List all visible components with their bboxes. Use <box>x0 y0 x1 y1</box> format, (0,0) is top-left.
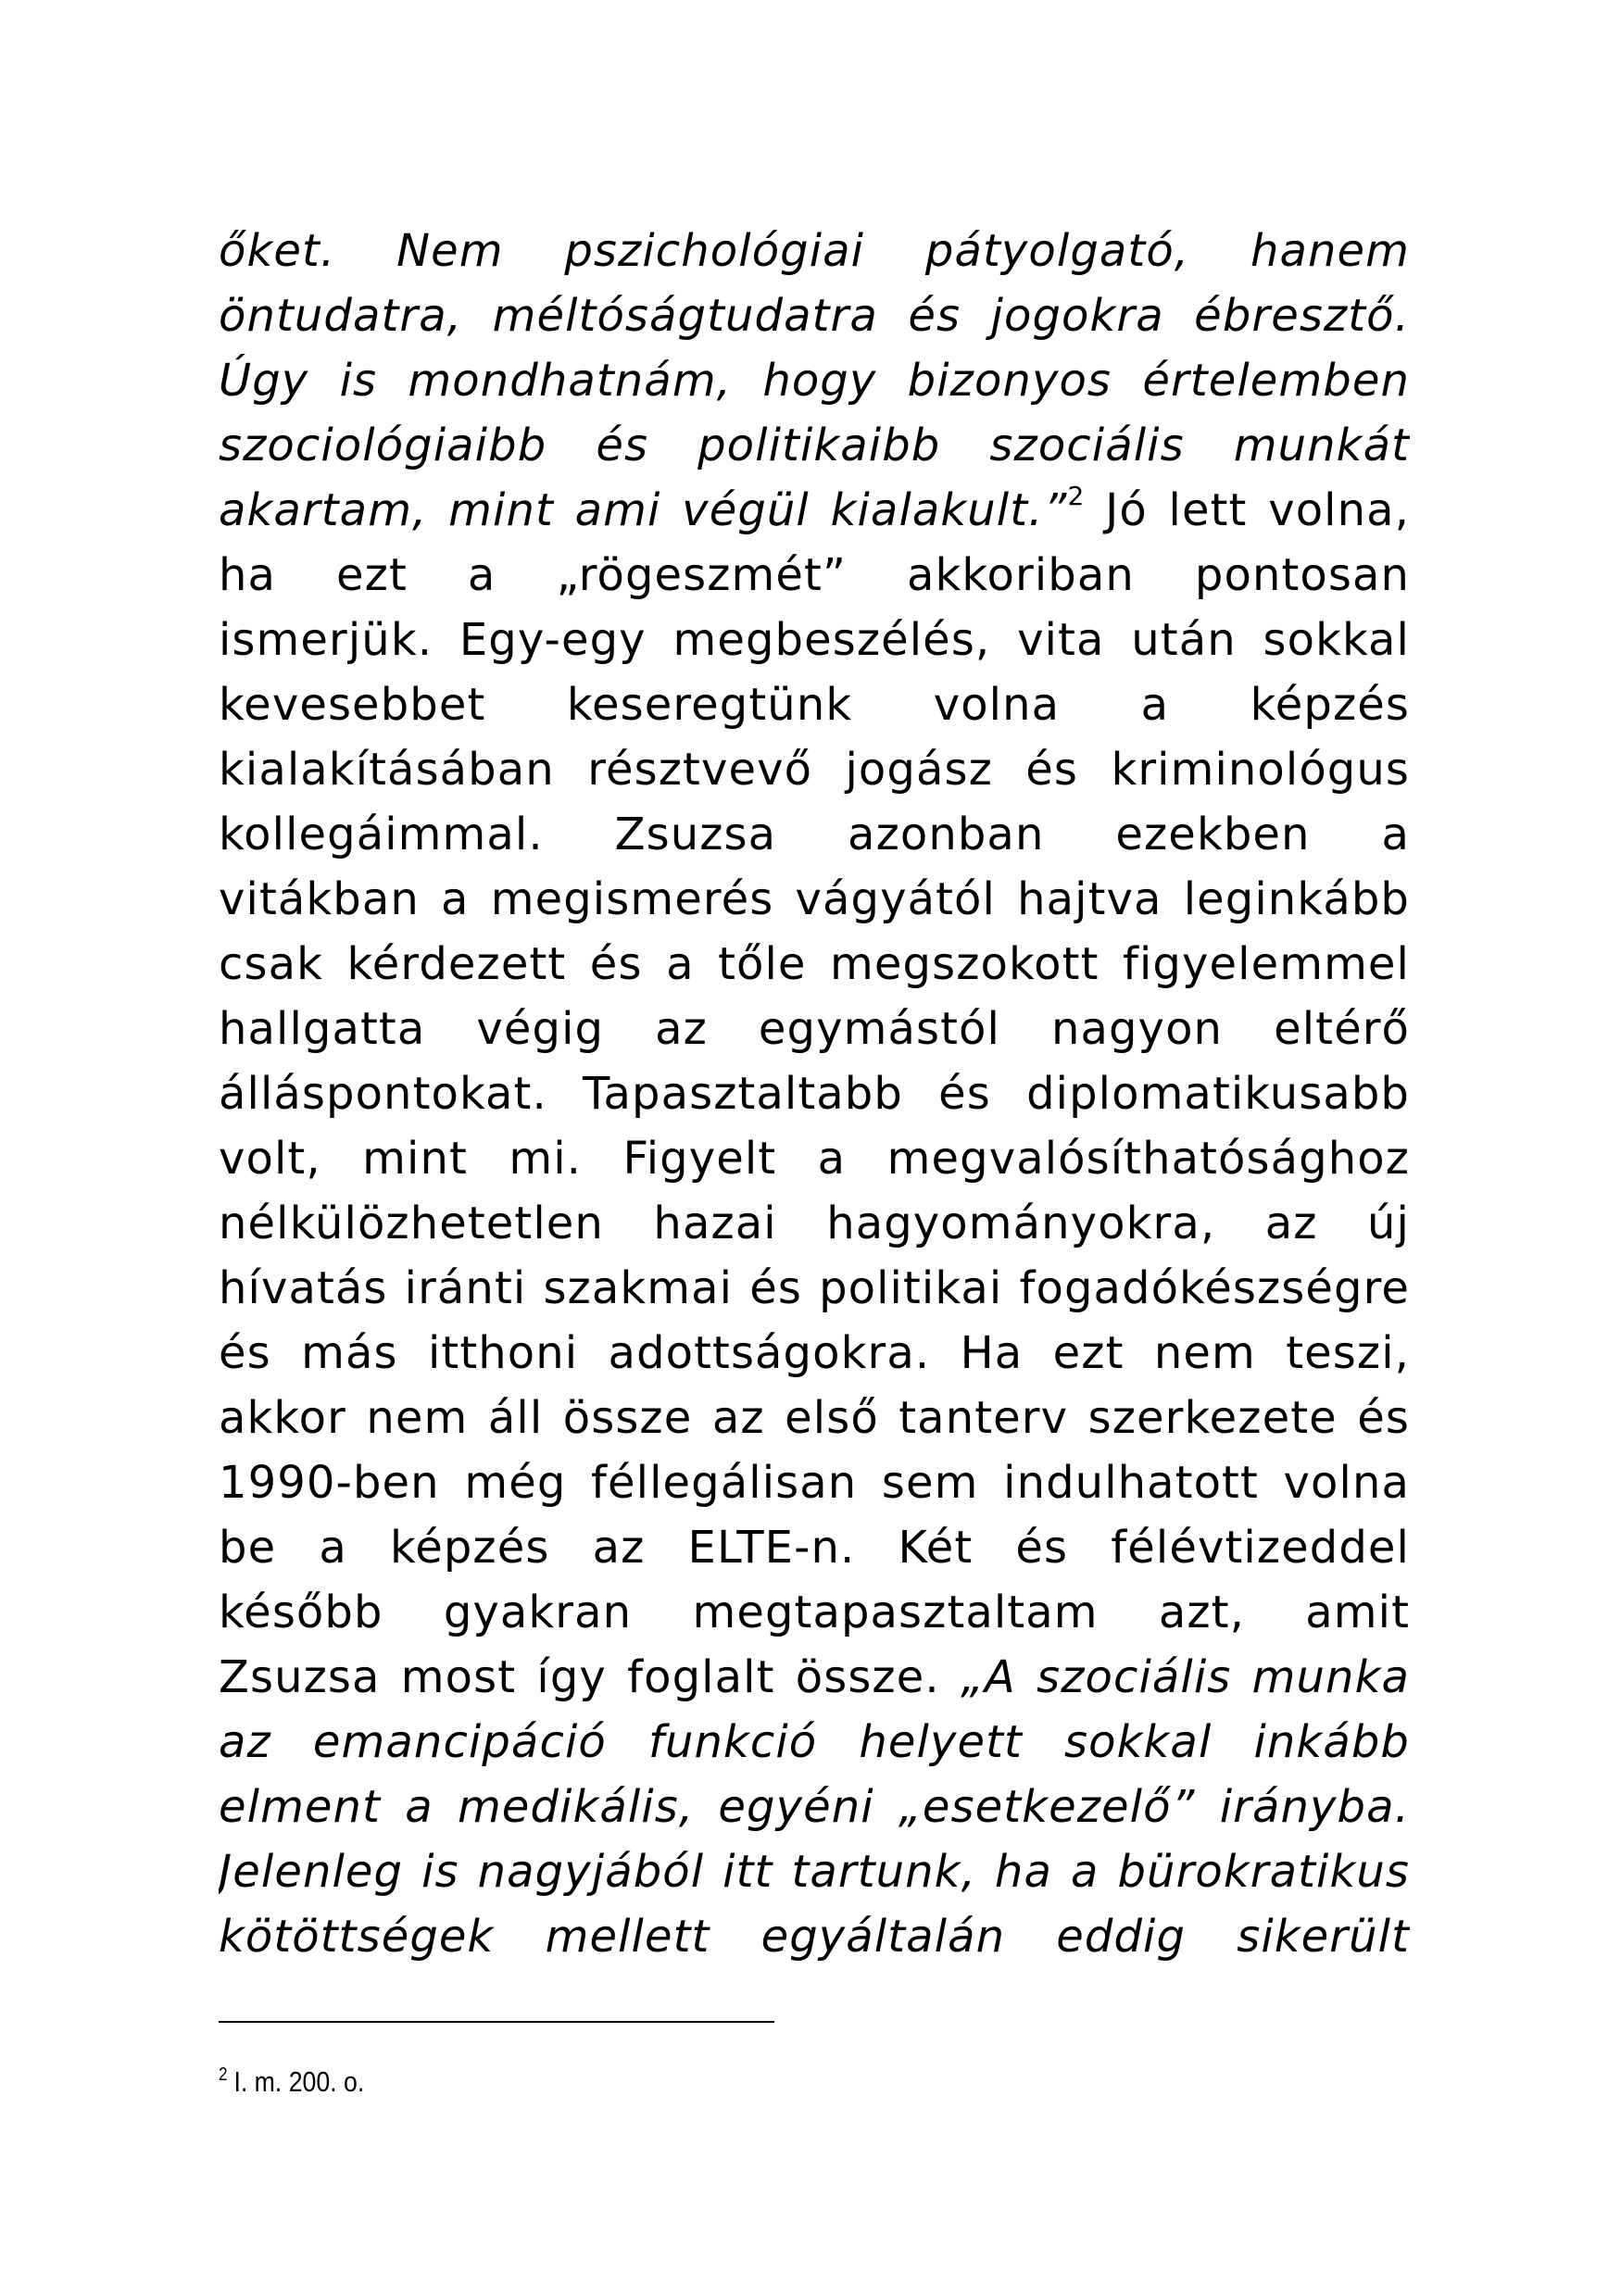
body-text <box>219 219 1410 1969</box>
text-line: akkor nem áll össze az első tanterv szerkezete és <box>219 1392 1410 1444</box>
quote-end-segment: akartam, mint ami végül kialakult.” <box>219 484 1068 536</box>
text-line: csak kérdezett és a tőle megszokott figyelemmel <box>219 938 1410 990</box>
text-line: öntudatra, méltóságtudatra és jogokra ébresztő. <box>219 290 1410 342</box>
quote-start-segment: „A szociális munka <box>960 1651 1410 1703</box>
text-line <box>219 478 1410 543</box>
text-line: és más itthoni adottságokra. Ha ezt nem teszi, <box>219 1327 1410 1379</box>
text-line: elment a medikális, egyéni „esetkezelő” irányba. <box>219 1781 1410 1833</box>
footnote-marker: 2 <box>219 2064 228 2085</box>
text-line: hallgatta végig az egymástól nagyon eltérő <box>219 1003 1410 1055</box>
text-line: álláspontokat. Tapasztaltabb és diplomatikusabb <box>219 1068 1410 1120</box>
text-line: vitákban a megismerés vágyától hajtva leginkább <box>219 873 1410 925</box>
text-line: volt, mint mi. Figyelt a megvalósíthatósághoz <box>219 1133 1410 1185</box>
text-segment: Jó lett volna, <box>1084 484 1410 536</box>
text-line: ismerjük. Egy-egy megbeszélés, vita után sokkal <box>219 614 1410 666</box>
text-line: Jelenleg is nagyjából itt tartunk, ha a bürokratikus <box>219 1846 1410 1898</box>
text-line: az emancipáció funkció helyett sokkal inkább <box>219 1716 1410 1768</box>
text-line: nélkülözhetetlen hazai hagyományokra, az új <box>219 1198 1410 1249</box>
footnote-reference[interactable]: 2 <box>1067 481 1085 511</box>
text-line: be a képzés az ELTE-n. Két és félévtizeddel <box>219 1522 1410 1574</box>
text-line: szociológiaibb és politikaibb szociális munkát <box>219 420 1410 471</box>
footnote-text: I. m. 200. o. <box>233 2065 365 2098</box>
text-segment: Zsuzsa most így foglalt össze. <box>219 1651 961 1703</box>
text-line: később gyakran megtapasztaltam azt, amit <box>219 1587 1410 1638</box>
text-line: ha ezt a „rögeszmét” akkoriban pontosan <box>219 549 1410 601</box>
text-line: kötöttségek mellett egyáltalán eddig sikerült <box>219 1911 1410 1963</box>
text-line: Úgy is mondhatnám, hogy bizonyos értelemben <box>219 355 1410 407</box>
text-line: kollegáimmal. Zsuzsa azonban ezekben a <box>219 809 1410 860</box>
footnote-separator <box>219 2021 774 2023</box>
text-line <box>219 1645 1410 1710</box>
text-line: hívatás iránti szakmai és politikai fogadókészségre <box>219 1262 1410 1314</box>
text-line: 1990-ben még féllegálisan sem indulhatott volna <box>219 1457 1410 1509</box>
footnote <box>219 2064 364 2101</box>
text-line: kialakításában résztvevő jogász és kriminológus <box>219 744 1410 796</box>
text-line: kevesebbet keseregtünk volna a képzés <box>219 679 1410 731</box>
text-line: őket. Nem pszichológiai pátyolgató, hanem <box>219 225 1410 277</box>
